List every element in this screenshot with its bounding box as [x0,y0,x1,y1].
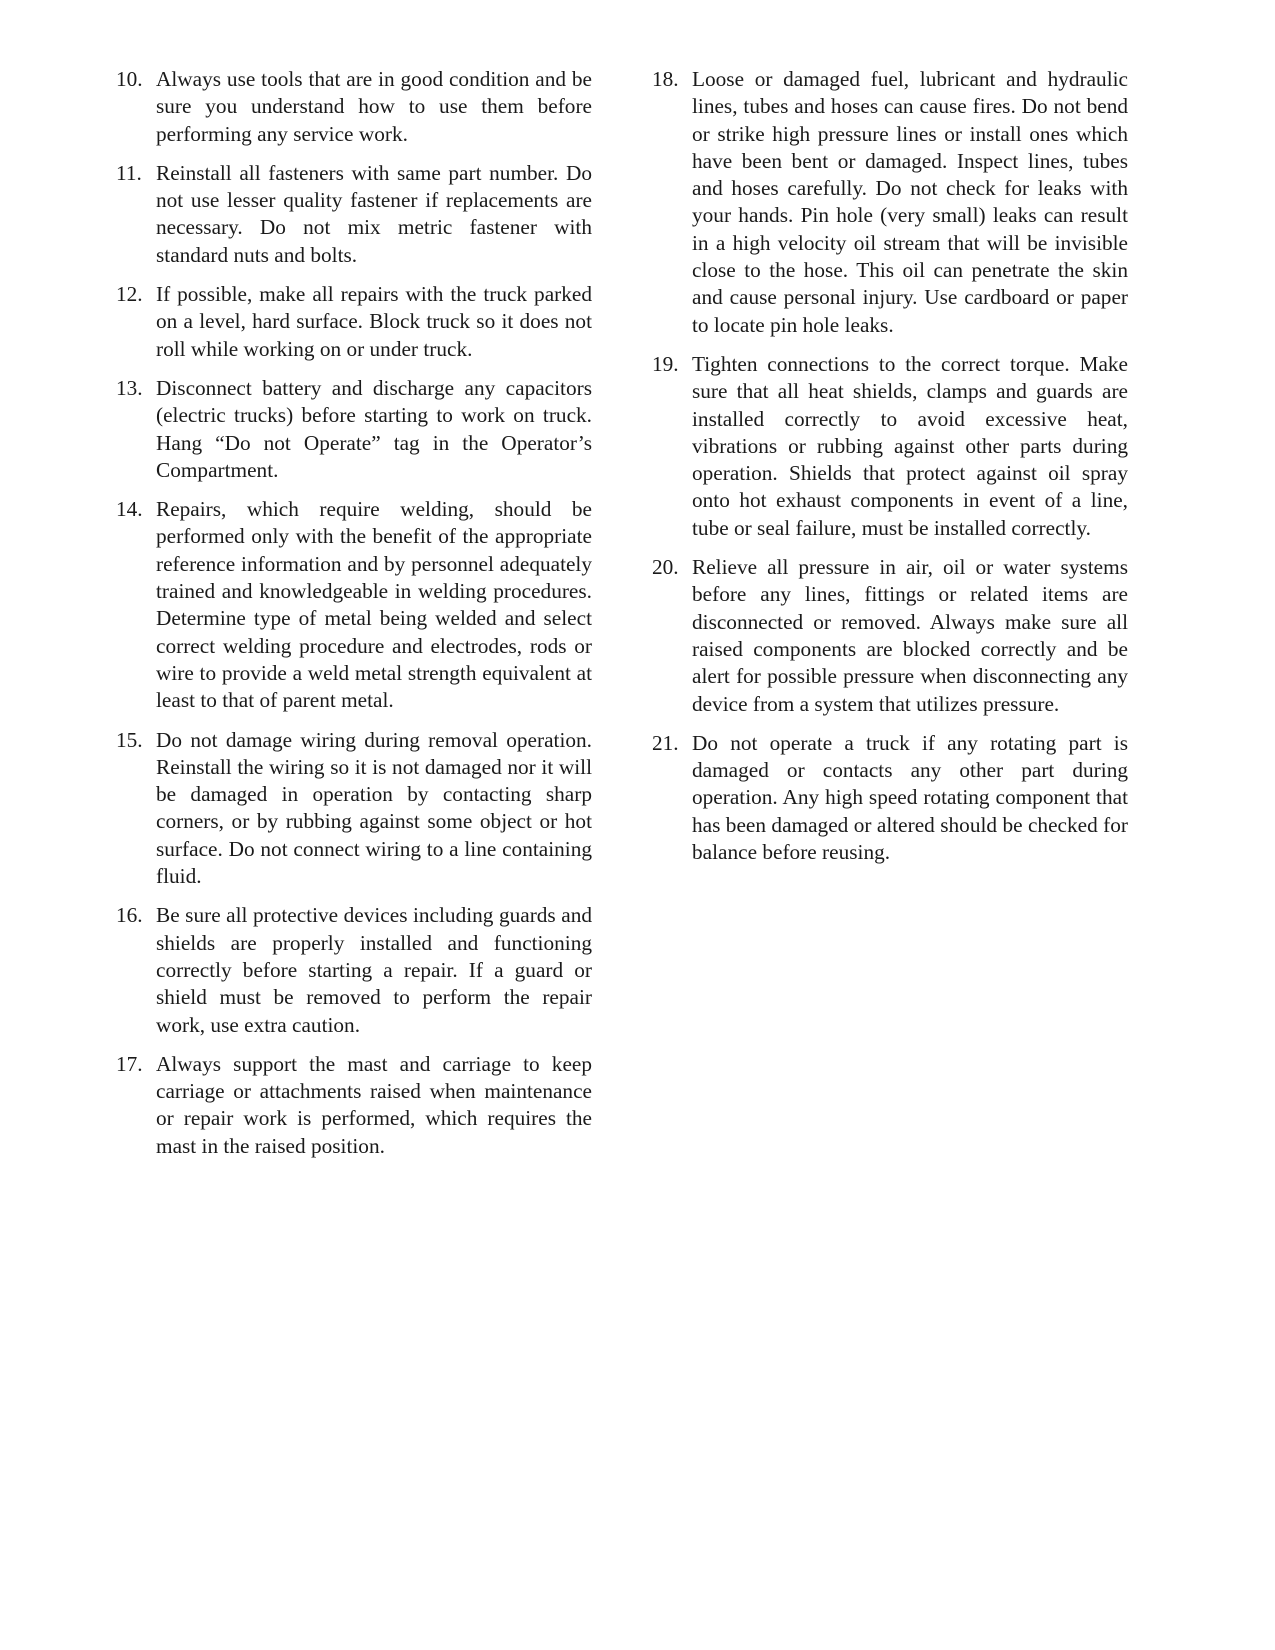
list-item [116,902,592,1038]
item-text: Do not operate a truck if any rotating part is damaged or contacts any other part during operation. Any high speed rotating component that has been damaged or altered should be checked for balance before reusing. [692,730,1128,865]
left-column [116,66,592,1172]
item-number: 11. [116,160,142,185]
list-item [652,554,1128,718]
item-number: 13. [116,375,143,400]
list-item [116,496,592,714]
list-item [652,351,1128,542]
item-number: 18. [652,67,679,91]
item-text: Do not damage wiring during removal operation. Reinstall the wiring so it is not damaged nor it will be damaged in operation by contacting sharp corners, or by rubbing against some object or hot surface. Do not connect wiring to a line containing fluid. [156,727,592,889]
right-column [652,66,1128,878]
list-item [116,375,592,484]
list-item [116,727,592,891]
list-item [116,281,592,363]
item-number: 16. [116,903,143,928]
item-text: Always support the mast and carriage to keep carriage or attachments raised when maintenance or repair work is performed, which requires the mast in the raised position. [156,1051,592,1158]
item-number: 12. [116,282,143,307]
item-number: 20. [652,555,679,580]
item-text: Tighten connections to the correct torque. Make sure that all heat shields, clamps and guards are installed correctly to avoid excessive heat, vibrations or rubbing against other parts during operation. Shields that protect against oil spray onto hot exhaust components in event of a line, tube or seal failure, must be installed correctly. [692,351,1128,540]
item-text: Be sure all protective devices including guards and shields are properly installed and functioning correctly before starting a repair. If a guard or shield must be removed to perform the repair work, use extra caution. [156,903,592,1037]
item-number: 19. [652,351,679,376]
list-item [116,1051,592,1160]
item-number: 21. [652,730,679,755]
item-number: 15. [116,727,143,752]
list-item [652,730,1128,866]
item-text: Reinstall all fasteners with same part number. Do not use lesser quality fastener if replacements are necessary. Do not mix metric fastener with standard nuts and bolts. [156,160,592,267]
item-text: Always use tools that are in good condition and be sure you understand how to use them before performing any service work. [156,67,592,146]
item-number: 17. [116,1051,143,1076]
item-text: Relieve all pressure in air, oil or water systems before any lines, fittings or related items are disconnected or removed. Always make sure all raised components are blocked correctly and be alert for possible pressure when disconnecting any device from a system that utilizes pressure. [692,555,1128,716]
item-number: 10. [116,67,143,91]
list-item [116,66,592,148]
item-text: If possible, make all repairs with the truck parked on a level, hard surface. Block truck so it does not roll while working on or under truck. [156,282,592,361]
item-text: Repairs, which require welding, should be performed only with the benefit of the appropriate reference information and by personnel adequately trained and knowledgeable in welding procedures. Determine type of metal being welded and select correct welding procedure and electrodes, rods or wire to provide a weld metal strength equivalent at least to that of parent metal. [156,497,592,713]
list-item [652,66,1128,339]
item-number: 14. [116,497,143,522]
item-text: Loose or damaged fuel, lubricant and hydraulic lines, tubes and hoses can cause fires. Do not bend or strike high pressure lines or install ones which have been bent or damaged. Inspect lines, tubes and hoses carefully. Do not check for leaks with your hands. Pin hole (very small) leaks can result in a high velocity oil stream that will be invisible close to the hose. This oil can penetrate the skin and cause personal injury. Use cardboard or paper to locate pin hole leaks. [692,67,1128,337]
item-text: Disconnect battery and discharge any capacitors (electric trucks) before starting to work on truck. Hang “Do not Operate” tag in the Operator’s Compartment. [156,375,592,482]
list-item [116,160,592,269]
